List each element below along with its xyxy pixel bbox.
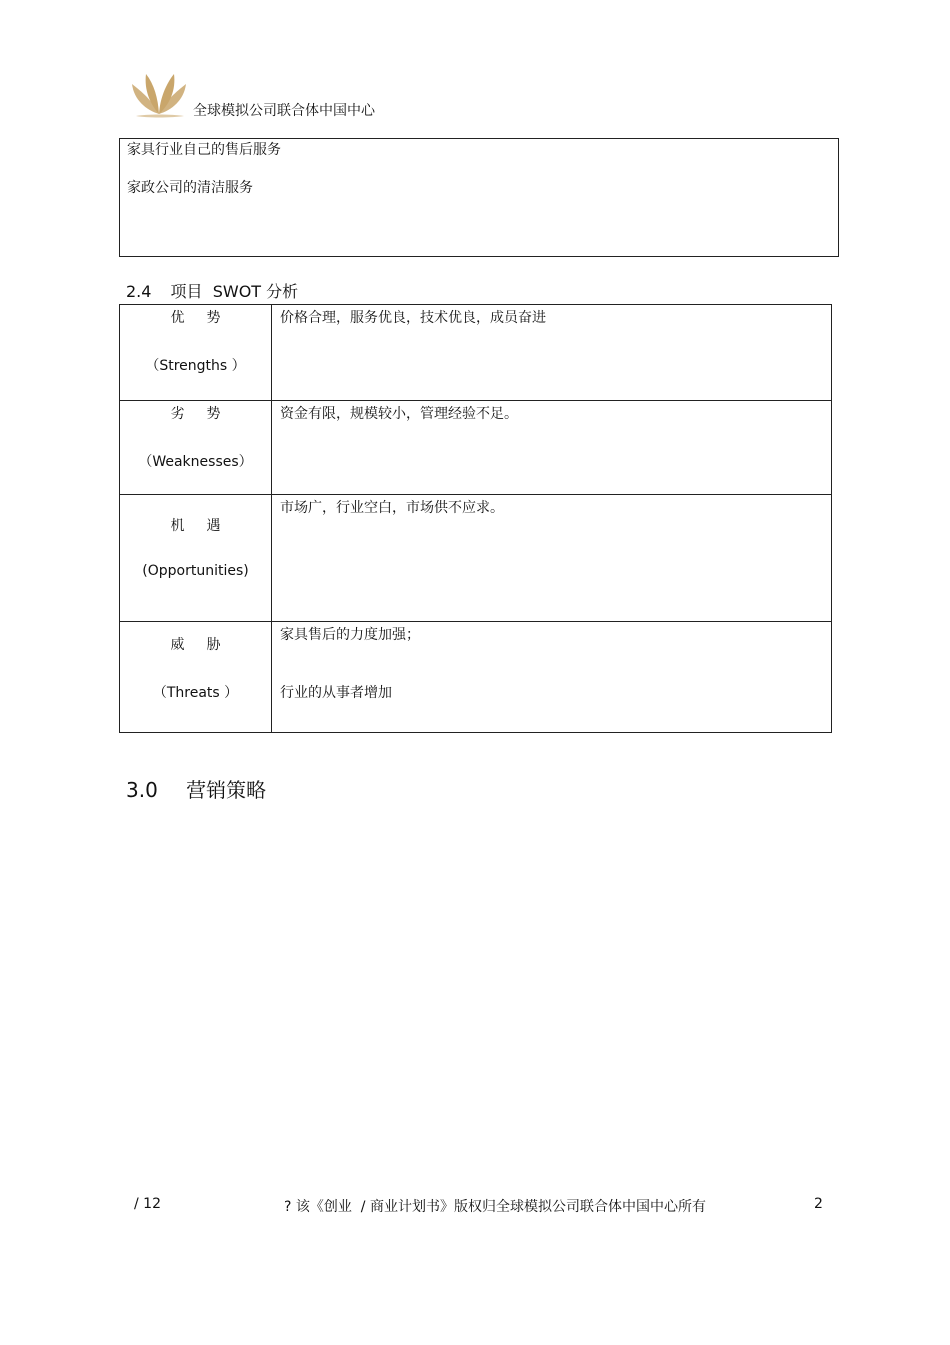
swot-label-cn: 优势 xyxy=(170,310,243,326)
swot-label-en: （Threats ） xyxy=(152,685,239,701)
swot-content xyxy=(272,305,832,401)
section-title: 营销策略 xyxy=(186,778,267,802)
swot-content-line: 市场广，行业空白，市场供不应求。 xyxy=(280,500,504,516)
swot-content-line: 价格合理，服务优良，技术优良，成员奋进 xyxy=(280,310,546,326)
section-heading-2-4 xyxy=(126,279,298,302)
swot-row-strengths xyxy=(120,305,832,401)
swot-content xyxy=(272,622,832,733)
swot-label-en: （Weaknesses） xyxy=(138,454,253,470)
swot-content-line: 行业的从事者增加 xyxy=(280,685,392,701)
swot-label-en: （Strengths ） xyxy=(145,358,246,374)
swot-content-line: 资金有限，规模较小，管理经验不足。 xyxy=(280,406,518,422)
section-title: 项目 SWOT 分析 xyxy=(170,282,299,301)
lotus-logo-icon xyxy=(126,70,192,118)
swot-content xyxy=(272,401,832,495)
swot-row-threats xyxy=(120,622,832,733)
swot-label xyxy=(120,495,272,622)
swot-label xyxy=(120,305,272,401)
swot-label-en: (Opportunities) xyxy=(142,563,249,579)
service-line: 家具行业自己的售后服务 xyxy=(127,142,281,158)
swot-label-cn: 劣势 xyxy=(170,406,243,422)
footer-page-number: 2 xyxy=(814,1196,823,1212)
swot-label xyxy=(120,622,272,733)
swot-label xyxy=(120,401,272,495)
swot-table xyxy=(119,304,832,733)
footer-copyright: ? 该《创业 / 商业计划书》版权归全球模拟公司联合体中国中心所有 xyxy=(284,1199,706,1215)
service-line: 家政公司的清洁服务 xyxy=(127,180,253,196)
section-number: 3.0 xyxy=(126,778,158,802)
section-number: 2.4 xyxy=(126,282,152,301)
swot-row-weaknesses xyxy=(120,401,832,495)
org-name: 全球模拟公司联合体中国中心 xyxy=(193,103,375,119)
service-box xyxy=(119,138,839,257)
swot-content-line: 家具售后的力度加强； xyxy=(280,627,420,643)
section-heading-3-0 xyxy=(126,774,266,803)
swot-label-cn: 机遇 xyxy=(170,518,243,534)
swot-label-cn: 威胁 xyxy=(170,637,243,653)
swot-row-opportunities xyxy=(120,495,832,622)
swot-content xyxy=(272,495,832,622)
footer-page-total: / 12 xyxy=(134,1196,161,1212)
